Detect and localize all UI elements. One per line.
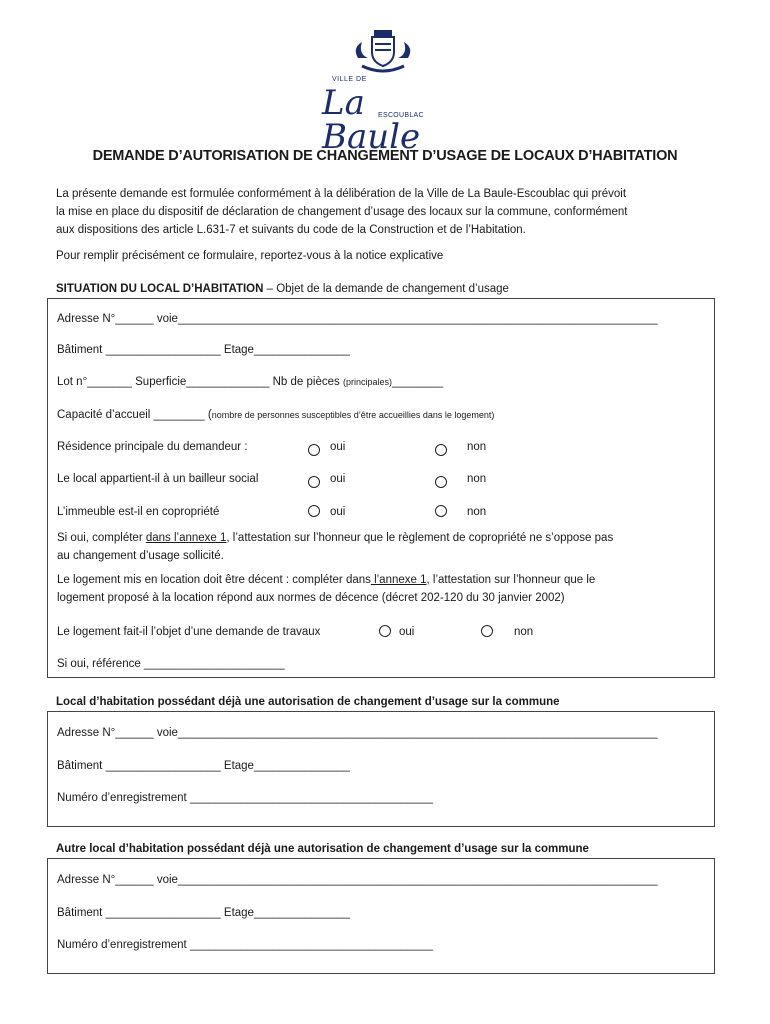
residence-non-radio[interactable] (435, 444, 447, 456)
copro-non-label: non (467, 506, 487, 518)
section3-box (47, 858, 715, 974)
copro-instr-a: Si oui, compléter (57, 532, 146, 544)
bailleur-non-radio[interactable] (435, 476, 447, 488)
section3-adresse-field[interactable]: Adresse N°______ voie___________________________________________________________________________ (57, 874, 658, 886)
residence-oui-radio[interactable] (308, 444, 320, 456)
intro-paragraph (56, 185, 716, 239)
lot-superficie-field[interactable] (57, 376, 443, 388)
section2-batiment-field[interactable]: Bâtiment __________________ Etage_______________ (57, 760, 350, 772)
logo-name: La Baule (322, 83, 421, 157)
page-title: DEMANDE D’AUTORISATION DE CHANGEMENT D’USAGE DE LOCAUX D’HABITATION (92, 148, 678, 164)
residence-non-label: non (467, 441, 487, 453)
travaux-oui-label: oui (399, 626, 415, 638)
section1-heading-rest: – Objet de la demande de changement d’usage (263, 283, 509, 295)
copro-instr-b: , l’attestation sur l’honneur que le règlement de copropriété ne s’oppose pas (226, 532, 614, 544)
batiment-etage-field[interactable]: Bâtiment __________________ Etage_______________ (57, 344, 350, 356)
coat-of-arms-icon (348, 28, 418, 76)
capacite-label: Capacité d’accueil ________ ( (57, 409, 212, 421)
bailleur-oui-radio[interactable] (308, 476, 320, 488)
bailleur-label: Le local appartient-il à un bailleur social (57, 473, 259, 485)
logo-escoublac: ESCOUBLAC (378, 112, 424, 119)
travaux-oui-radio[interactable] (379, 625, 391, 637)
travaux-non-label: non (514, 626, 534, 638)
intro-line: aux dispositions des article L.631-7 et suivants du code de la Construction et de l’Habitation. (56, 224, 526, 236)
copro-non-radio[interactable] (435, 505, 447, 517)
lot-small-label: (principales) (342, 377, 392, 387)
bailleur-non-label: non (467, 473, 487, 485)
intro-line: La présente demande est formulée conformément à la délibération de la Ville de La Baule-Escoublac qui prévoit (56, 188, 627, 200)
section1-heading-bold: SITUATION DU LOCAL D’HABITATION (56, 283, 264, 295)
section3-numero-field[interactable]: Numéro d’enregistrement ______________________________________ (57, 939, 433, 951)
section1-heading (56, 283, 509, 295)
bailleur-oui-label: oui (330, 473, 346, 485)
copro-oui-label: oui (330, 506, 346, 518)
residence-oui-label: oui (330, 441, 346, 453)
capacite-field[interactable] (57, 409, 494, 421)
travaux-non-radio[interactable] (481, 625, 493, 637)
travaux-label: Le logement fait-il l’objet d’une demande de travaux (57, 626, 321, 638)
section3-batiment-field[interactable]: Bâtiment __________________ Etage_______________ (57, 907, 350, 919)
logo-ville-de: VILLE DE (332, 76, 367, 83)
section2-box (47, 711, 715, 827)
decent-b: , l’attestation sur l’honneur que le (426, 574, 596, 586)
lot-label: Lot n°_______ Superficie_____________ Nb de pièces (57, 376, 340, 388)
annexe1-link-2[interactable]: l’annexe 1 (370, 574, 427, 586)
reference-field[interactable]: Si oui, référence ______________________ (57, 658, 285, 670)
capacite-note: nombre de personnes susceptibles d’être accueillies dans le logement) (211, 410, 495, 420)
section2-heading: Local d’habitation possédant déjà une autorisation de changement d’usage sur la commune (56, 696, 560, 708)
intro-line: la mise en place du dispositif de déclaration de changement d’usage des locaux sur la commune, conformément (56, 206, 628, 218)
copro-label: L’immeuble est-il en copropriété (57, 506, 220, 518)
adresse-field[interactable]: Adresse N°______ voie___________________________________________________________________________ (57, 313, 658, 325)
annexe1-link[interactable]: dans l’annexe 1 (145, 532, 227, 544)
section2-numero-field[interactable]: Numéro d’enregistrement ______________________________________ (57, 792, 433, 804)
city-logo (318, 28, 448, 157)
residence-label: Résidence principale du demandeur : (57, 441, 248, 453)
copro-oui-radio[interactable] (308, 505, 320, 517)
lot-end: ________ (391, 376, 444, 388)
section2-adresse-field[interactable]: Adresse N°______ voie___________________________________________________________________________ (57, 727, 658, 739)
copro-instr-c: au changement d’usage sollicité. (57, 550, 224, 562)
section1-box (47, 298, 715, 678)
copro-instructions (57, 529, 707, 565)
instructions-note: Pour remplir précisément ce formulaire, reportez-vous à la notice explicative (56, 250, 444, 262)
decence-instructions (57, 571, 707, 607)
section3-heading: Autre local d’habitation possédant déjà une autorisation de changement d’usage sur la commune (56, 843, 589, 855)
decent-a: Le logement mis en location doit être décent : compléter dans (57, 574, 371, 586)
decent-c: logement proposé à la location répond aux normes de décence (décret 202-120 du 30 janvier 2002) (57, 592, 565, 604)
